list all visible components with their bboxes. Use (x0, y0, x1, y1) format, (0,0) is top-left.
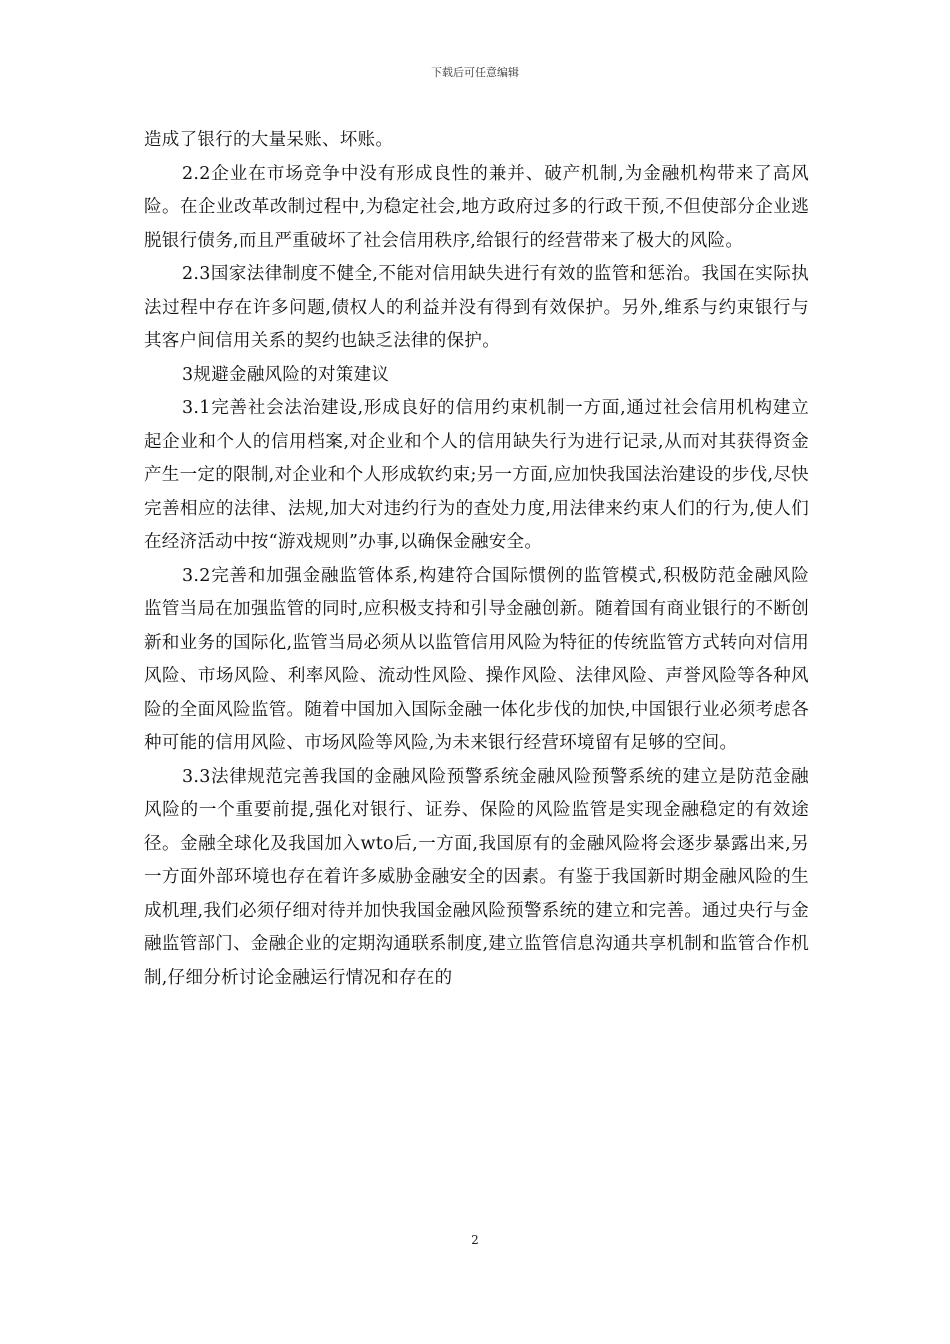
page-number: 2 (471, 1233, 479, 1247)
paragraph-2-2: 2.2企业在市场竞争中没有形成良性的兼并、破产机制,为金融机构带来了高风险。在企业改革改制过程中,为稳定社会,地方政府过多的行政干预,不但使部分企业逃脱银行债务,而且严重破坏了社会信用秩序,给银行的经营带来了极大的风险。 (144, 163, 809, 251)
document-body (144, 124, 809, 995)
paragraph-3-1: 3.1完善社会法治建设,形成良好的信用约束机制一方面,通过社会信用机构建立起企业和个人的信用档案,对企业和个人的信用缺失行为进行记录,从而对其获得资金产生一定的限制,对企业和个人形成软约束;另一方面,应加快我国法治建设的步伐,尽快完善相应的法律、法规,加大对违约行为的查处力度,用法律来约束人们的行为,使人们在经济活动中按“游戏规则”办事,以确保金融安全。 (144, 398, 809, 552)
paragraph-3-2: 3.2完善和加强金融监管体系,构建符合国际惯例的监管模式,积极防范金融风险监管当局在加强监管的同时,应积极支持和引导金融创新。随着国有商业银行的不断创新和业务的国际化,监管当局必须从以监管信用风险为特征的传统监管方式转向对信用风险、市场风险、利率风险、流动性风险、操作风险、法律风险、声誉风险等各种风险的全面风险监管。随着中国加入国际金融一体化步伐的加快,中国银行业必须考虑各种可能的信用风险、市场风险等风险,为未来银行经营环境留有足够的空间。 (144, 565, 809, 753)
section-heading-3: 3规避金融风险的对策建议 (182, 364, 390, 385)
page-header: 下载后可任意编辑 (431, 66, 519, 79)
paragraph-continuation: 造成了银行的大量呆账、坏账。 (144, 130, 394, 150)
paragraph-3-3: 3.3法律规范完善我国的金融风险预警系统金融风险预警系统的建立是防范金融风险的一个重要前提,强化对银行、证券、保险的风险监管是实现金融稳定的有效途径。金融全球化及我国加入wto后,一方面,我国原有的金融风险将会逐步暴露出来,另一方面外部环境也存在着许多威胁金融安全的因素。有鉴于我国新时期金融风险的生成机理,我们必须仔细对待并加快我国金融风险预警系统的建立和完善。通过央行与金融监管部门、金融企业的定期沟通联系制度,建立监管信息沟通共享机制和监管合作机制,仔细分析讨论金融运行情况和存在的 (144, 766, 809, 988)
paragraph-2-3: 2.3国家法律制度不健全,不能对信用缺失进行有效的监管和惩治。我国在实际执法过程中存在许多问题,债权人的利益并没有得到有效保护。另外,维系与约束银行与其客户间信用关系的契约也缺乏法律的保护。 (144, 264, 809, 351)
